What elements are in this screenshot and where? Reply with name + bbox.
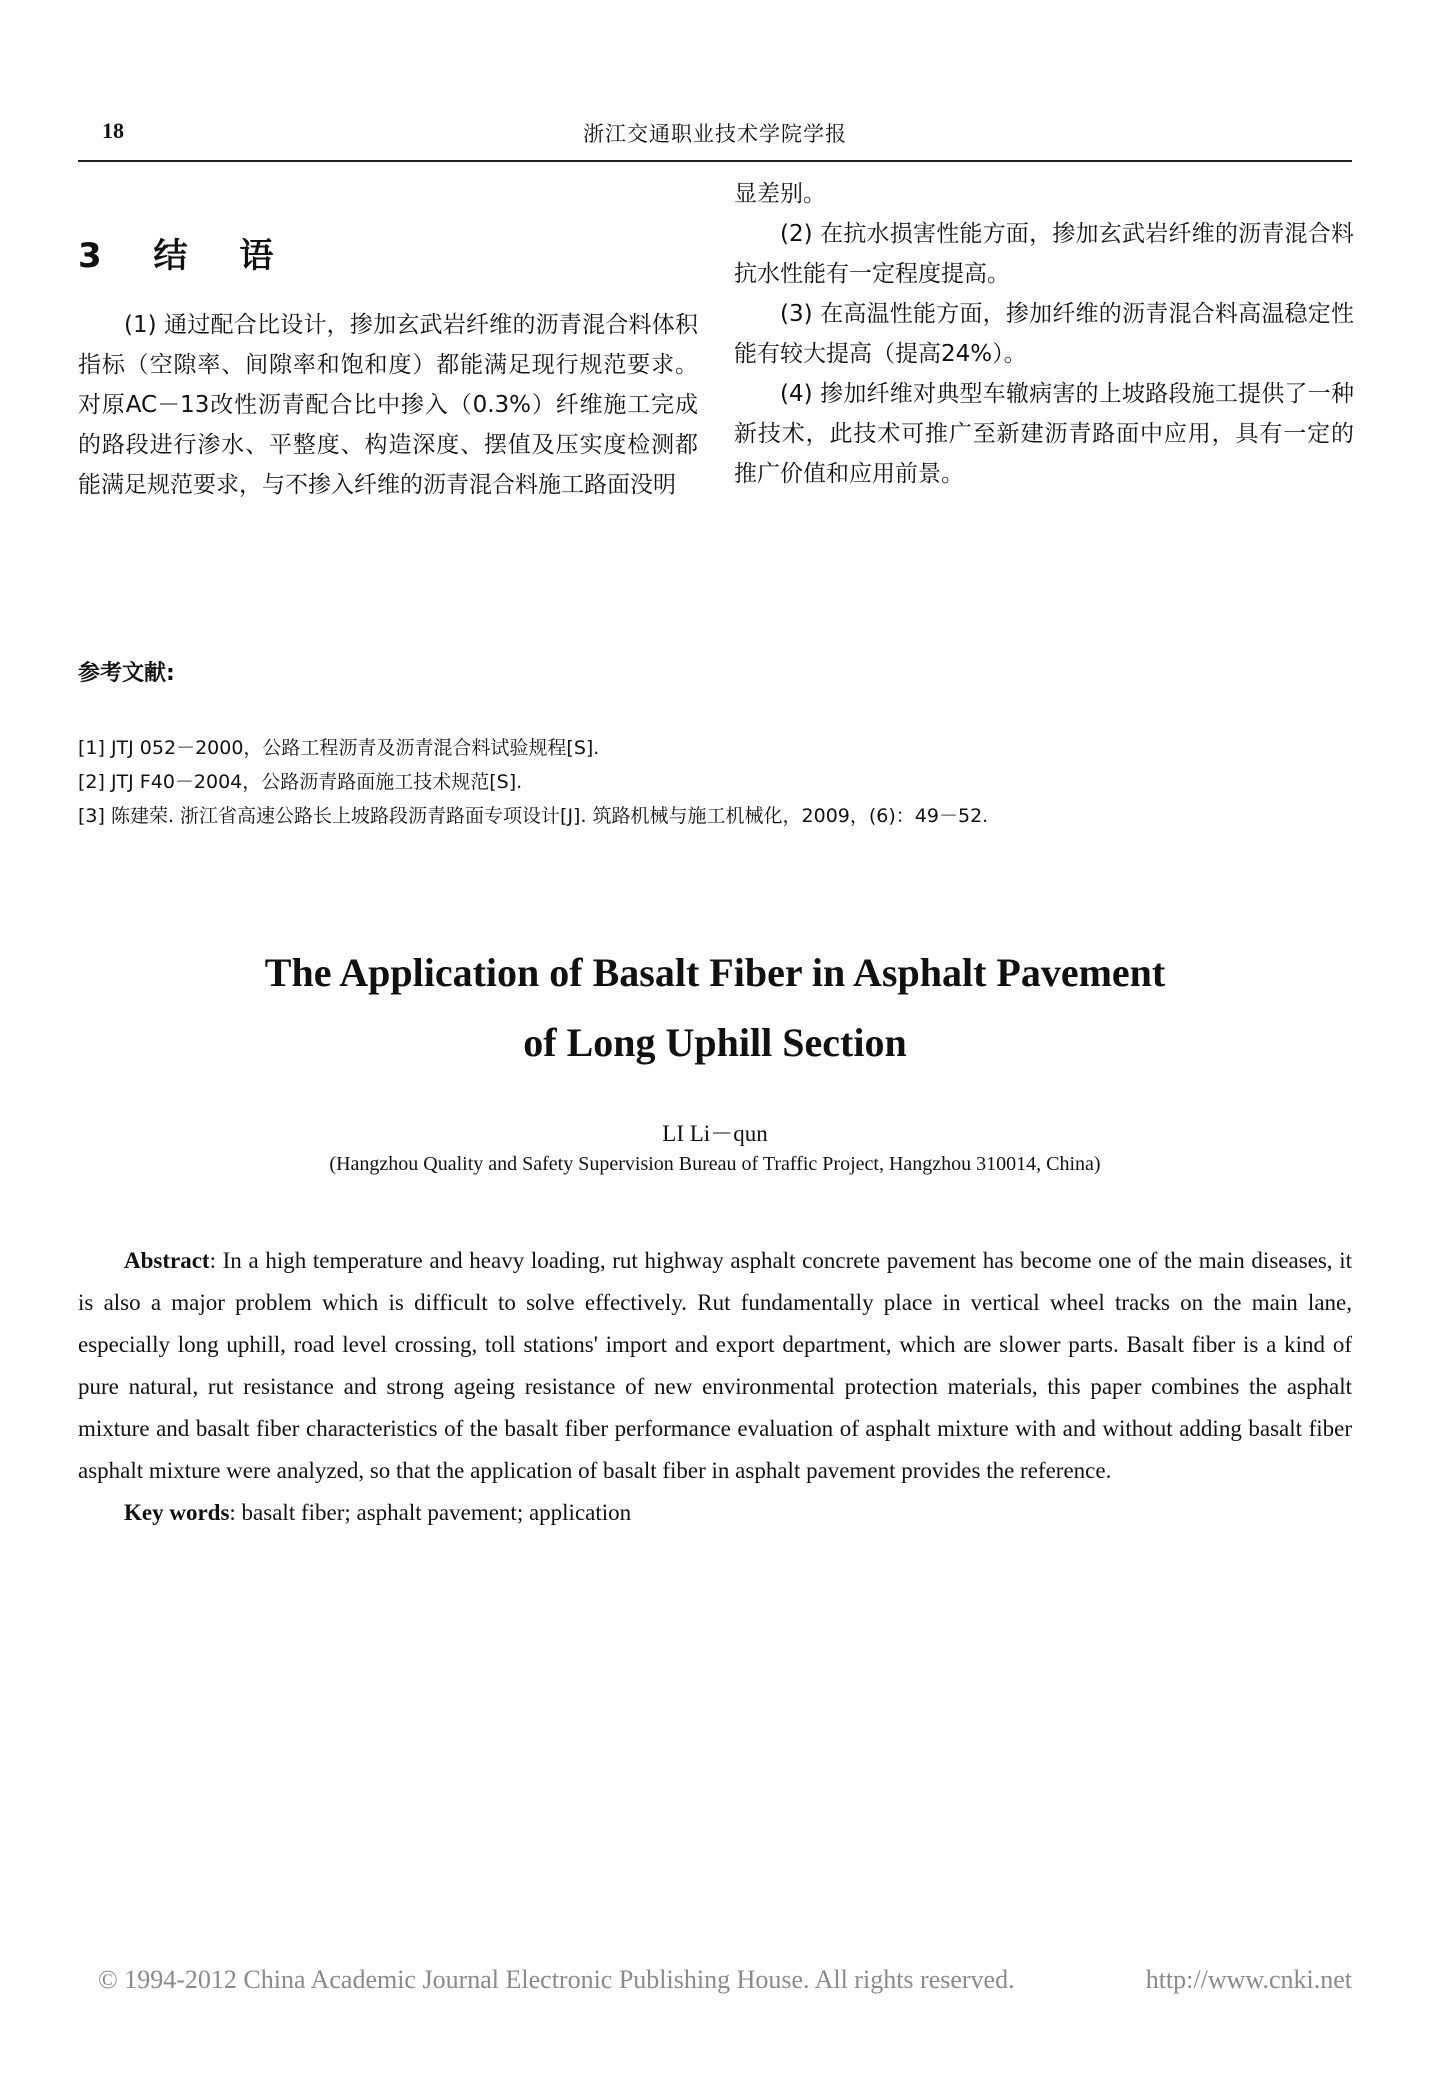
keywords (78, 1492, 1352, 1534)
conclusion-paragraph-1: (1) 通过配合比设计，掺加玄武岩纤维的沥青混合料体积指标（空隙率、间隙率和饱和度）都能满足现行规范要求。对原AC－13改性沥青配合比中掺入（0.3%）纤维施工完成的路段进行渗水、平整度、构造深度、摆值及压实度检测都能满足规范要求，与不掺入纤维的沥青混合料施工路面没明 (78, 312, 698, 498)
references (78, 656, 1352, 833)
reference-item: [2] JTJ F40－2004，公路沥青路面施工技术规范[S]. (78, 771, 523, 793)
abstract-text: : In a high temperature and heavy loading, rut highway asphalt concrete pavement has become one of the main diseases, it is also a major problem which is difficult to solve effectively. Rut fundamentally place in vertical wheel tracks on the main lane, especially long uphill, road level crossing, toll stations' import and export department, which are slower parts. Basalt fiber is a kind of pure natural, rut resistance and strong ageing resistance of new environmental protection materials, this paper combines the asphalt mixture and basalt fiber characteristics of the basalt fiber performance evaluation of asphalt mixture with and without adding basalt fiber asphalt mixture were analyzed, so that the application of basalt fiber in asphalt pavement provides the reference. (78, 1248, 1352, 1483)
reference-item: [3] 陈建荣. 浙江省高速公路长上坡路段沥青路面专项设计[J]. 筑路机械与施工机械化，2009，(6)：49－52. (78, 805, 989, 827)
copyright-text: © 1994-2012 China Academic Journal Electronic Publishing House. All rights reserved. (98, 1965, 1015, 1994)
page-number: 18 (102, 118, 124, 143)
english-title-line-2: of Long Uphill Section (523, 1020, 907, 1065)
conclusion-paragraph-2: (2) 在抗水损害性能方面，掺加玄武岩纤维的沥青混合料抗水性能有一定程度提高。 (734, 221, 1354, 287)
keywords-label: Key words (124, 1500, 230, 1525)
conclusion-paragraph-3: (3) 在高温性能方面，掺加纤维的沥青混合料高温稳定性能有较大提高（提高24%）。 (734, 301, 1354, 367)
abstract-label: Abstract (124, 1248, 210, 1273)
conclusion-paragraph-4: (4) 掺加纤维对典型车辙病害的上坡路段施工提供了一种新技术，此技术可推广至新建沥青路面中应用，具有一定的推广价值和应用前景。 (734, 381, 1354, 487)
reference-item: [1] JTJ 052－2000，公路工程沥青及沥青混合料试验规程[S]. (78, 737, 600, 759)
abstract (78, 1240, 1352, 1492)
references-heading: 参考文献: (78, 661, 175, 686)
author: LI Li－qun (662, 1121, 768, 1146)
page-header (78, 118, 1352, 162)
english-title-line-1: The Application of Basalt Fiber in Asphalt Pavement (264, 950, 1166, 995)
english-title (78, 938, 1352, 1078)
journal-name: 浙江交通职业技术学院学报 (583, 122, 847, 146)
footer-url[interactable]: http://www.cnki.net (1145, 1965, 1352, 1994)
affiliation: (Hangzhou Quality and Safety Supervision Bureau of Traffic Project, Hangzhou 310014, China) (329, 1153, 1101, 1175)
abstract-block (78, 1240, 1352, 1534)
section-heading: 3 结 语 (78, 236, 294, 276)
keywords-text: : basalt fiber; asphalt pavement; application (229, 1500, 632, 1525)
conclusion-continuation: 显差别。 (734, 181, 826, 207)
right-column (734, 181, 1354, 494)
footer (98, 1965, 1352, 1995)
conclusion-section (78, 181, 1354, 576)
left-column (78, 186, 698, 505)
